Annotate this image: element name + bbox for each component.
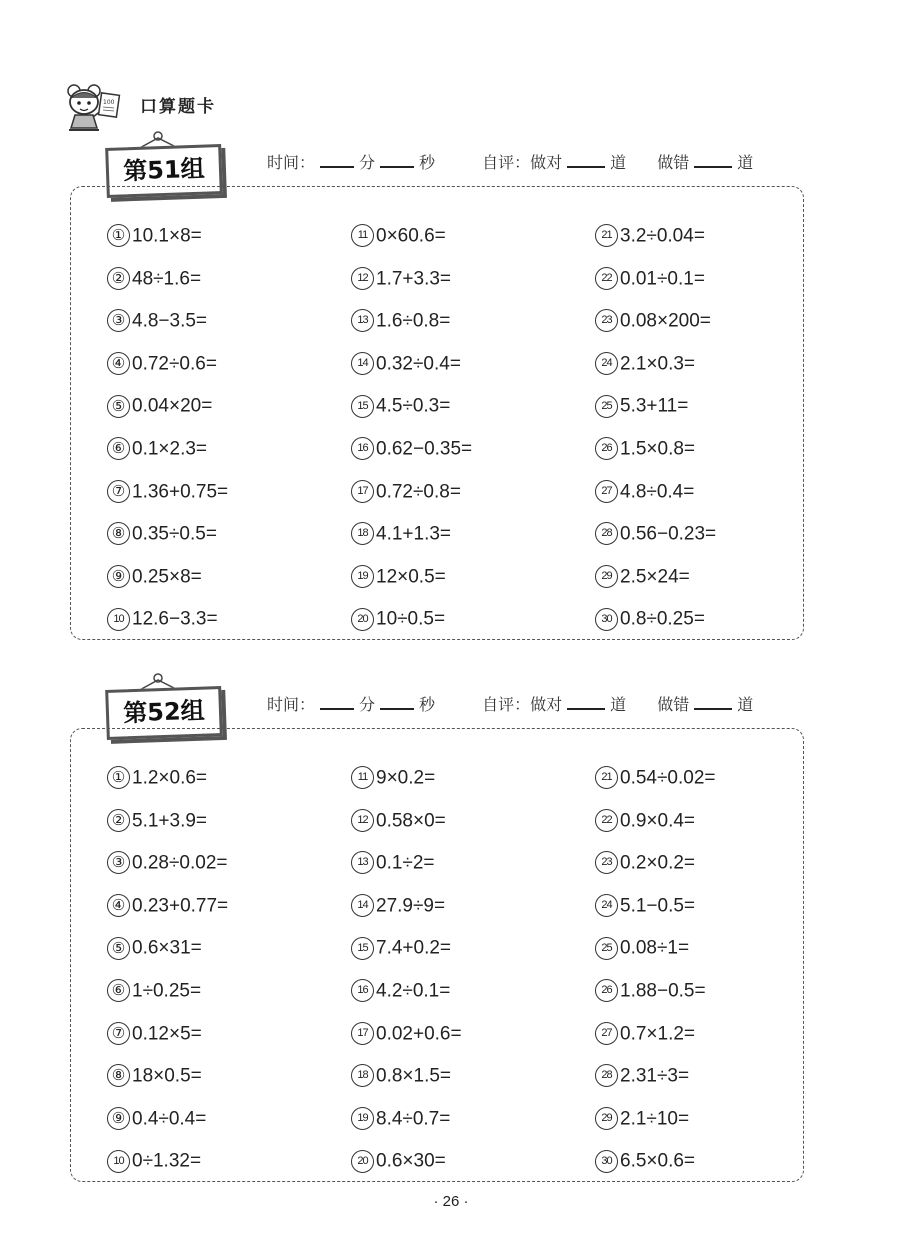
timing-and-self-eval bbox=[267, 692, 753, 715]
problem-item bbox=[107, 308, 228, 351]
problem-item bbox=[595, 308, 716, 351]
problem-number: ⑦ bbox=[107, 1022, 130, 1045]
page-header bbox=[60, 82, 260, 132]
problem-number: 23 bbox=[595, 851, 618, 874]
group-title: 第51组 bbox=[122, 154, 206, 186]
problem-number: ④ bbox=[107, 352, 130, 375]
problem-item bbox=[351, 564, 472, 607]
problem-expression: 0×60.6= bbox=[376, 225, 446, 247]
problem-item bbox=[351, 393, 472, 436]
problem-column bbox=[595, 223, 716, 649]
problem-number: ⑧ bbox=[107, 1064, 130, 1087]
problem-number: 28 bbox=[595, 1064, 618, 1087]
second-label: 秒 bbox=[419, 695, 436, 714]
problem-item bbox=[107, 223, 228, 266]
problem-expression: 0.6×31= bbox=[132, 937, 202, 959]
problem-expression: 0.12×5= bbox=[132, 1022, 202, 1044]
problem-expression: 4.8−3.5= bbox=[132, 310, 208, 332]
problem-item bbox=[595, 1063, 715, 1106]
problem-expression: 1.88−0.5= bbox=[620, 980, 706, 1002]
problem-expression: 0.1÷2= bbox=[376, 852, 435, 874]
problem-item bbox=[351, 893, 462, 936]
problem-number: 23 bbox=[595, 309, 618, 332]
problem-expression: 8.4÷0.7= bbox=[376, 1108, 451, 1130]
problem-item bbox=[351, 479, 472, 522]
problem-number: 22 bbox=[595, 267, 618, 290]
problem-number: 13 bbox=[351, 851, 374, 874]
problem-expression: 0.32÷0.4= bbox=[376, 353, 461, 375]
problem-item bbox=[351, 1063, 462, 1106]
problem-expression: 0.23+0.77= bbox=[132, 895, 229, 917]
problem-number: 10 bbox=[107, 1150, 130, 1173]
problem-column bbox=[107, 223, 228, 649]
problem-item bbox=[107, 935, 228, 978]
problem-number: 12 bbox=[351, 809, 374, 832]
problem-item bbox=[595, 935, 715, 978]
problem-box bbox=[70, 728, 804, 1182]
problem-item bbox=[595, 808, 715, 851]
problem-number: 19 bbox=[351, 565, 374, 588]
page-number: · 26 · bbox=[433, 1193, 469, 1210]
problem-item bbox=[351, 1148, 462, 1191]
problem-expression: 4.5÷0.3= bbox=[376, 395, 451, 417]
problem-number: 14 bbox=[351, 352, 374, 375]
problem-item bbox=[595, 1106, 715, 1149]
problem-expression: 0.54÷0.02= bbox=[620, 767, 716, 789]
problem-expression: 1.6÷0.8= bbox=[376, 310, 451, 332]
self-eval-correct-label: 自评：做对 bbox=[482, 153, 563, 172]
problem-number: 26 bbox=[595, 437, 618, 460]
problem-expression: 0.56−0.23= bbox=[620, 523, 717, 545]
problem-expression: 0.28÷0.02= bbox=[132, 852, 228, 874]
problem-item bbox=[107, 436, 228, 479]
problem-expression: 4.2÷0.1= bbox=[376, 980, 451, 1002]
problem-expression: 1.7+3.3= bbox=[376, 267, 452, 289]
problem-item bbox=[595, 521, 716, 564]
problem-expression: 0.58×0= bbox=[376, 809, 446, 831]
second-blank[interactable] bbox=[380, 694, 414, 710]
timing-and-self-eval bbox=[267, 150, 753, 173]
problem-item bbox=[351, 521, 472, 564]
problem-expression: 0.1×2.3= bbox=[132, 438, 208, 460]
problem-column bbox=[351, 765, 462, 1191]
problem-expression: 5.1−0.5= bbox=[620, 895, 696, 917]
problem-number: 30 bbox=[595, 1150, 618, 1173]
problem-item bbox=[351, 606, 472, 649]
problem-item bbox=[351, 808, 462, 851]
problem-expression: 0.62−0.35= bbox=[376, 438, 473, 460]
problem-expression: 5.3+11= bbox=[620, 395, 689, 417]
problem-number: 22 bbox=[595, 809, 618, 832]
problem-item bbox=[351, 978, 462, 1021]
problem-item bbox=[595, 1148, 715, 1191]
problem-item bbox=[107, 521, 228, 564]
time-label: 时间： bbox=[267, 695, 316, 714]
problem-number: 11 bbox=[351, 224, 374, 247]
problem-expression: 0.25×8= bbox=[132, 566, 202, 588]
problem-item bbox=[351, 850, 462, 893]
svg-text:100: 100 bbox=[103, 99, 115, 106]
problem-item bbox=[107, 266, 228, 309]
problem-expression: 0.02+0.6= bbox=[376, 1022, 462, 1044]
problem-number: ⑤ bbox=[107, 395, 130, 418]
problem-number: 15 bbox=[351, 937, 374, 960]
problem-item bbox=[107, 808, 228, 851]
problem-item bbox=[107, 1021, 228, 1064]
problem-number: 12 bbox=[351, 267, 374, 290]
problem-number: ⑥ bbox=[107, 979, 130, 1002]
problem-expression: 1.5×0.8= bbox=[620, 438, 696, 460]
problem-expression: 2.1÷10= bbox=[620, 1108, 690, 1130]
problem-expression: 7.4+0.2= bbox=[376, 937, 452, 959]
time-label: 时间： bbox=[267, 153, 316, 172]
problem-expression: 0.2×0.2= bbox=[620, 852, 696, 874]
problem-item bbox=[351, 436, 472, 479]
problem-item bbox=[595, 223, 716, 266]
problem-expression: 27.9÷9= bbox=[376, 895, 446, 917]
problem-expression: 0.6×30= bbox=[376, 1150, 446, 1172]
correct-count-blank[interactable] bbox=[567, 152, 605, 168]
problem-expression: 0.8×1.5= bbox=[376, 1065, 452, 1087]
problem-expression: 10.1×8= bbox=[132, 225, 202, 247]
dao-label: 道 bbox=[610, 695, 627, 714]
wrong-count-blank[interactable] bbox=[694, 152, 732, 168]
minute-blank[interactable] bbox=[320, 694, 354, 710]
problem-number: 29 bbox=[595, 1107, 618, 1130]
problem-number: 28 bbox=[595, 522, 618, 545]
problem-number: 17 bbox=[351, 480, 374, 503]
minute-blank[interactable] bbox=[320, 152, 354, 168]
dao-label: 道 bbox=[737, 695, 754, 714]
correct-count-blank[interactable] bbox=[567, 694, 605, 710]
problem-item bbox=[595, 393, 716, 436]
problem-item bbox=[107, 850, 228, 893]
problem-expression: 12.6−3.3= bbox=[132, 608, 218, 630]
problem-number: 26 bbox=[595, 979, 618, 1002]
problem-item bbox=[595, 266, 716, 309]
problem-expression: 2.31÷3= bbox=[620, 1065, 690, 1087]
group-sign bbox=[106, 672, 228, 732]
problem-expression: 0.08×200= bbox=[620, 310, 711, 332]
second-label: 秒 bbox=[419, 153, 436, 172]
problem-expression: 4.8÷0.4= bbox=[620, 480, 695, 502]
problem-item bbox=[107, 1063, 228, 1106]
problem-number: ① bbox=[107, 766, 130, 789]
problem-number: 13 bbox=[351, 309, 374, 332]
problem-item bbox=[107, 765, 228, 808]
problem-number: ④ bbox=[107, 894, 130, 917]
problem-number: ⑤ bbox=[107, 937, 130, 960]
problem-item bbox=[351, 1021, 462, 1064]
problem-column bbox=[351, 223, 472, 649]
problem-expression: 5.1+3.9= bbox=[132, 809, 208, 831]
problem-expression: 48÷1.6= bbox=[132, 267, 202, 289]
problem-expression: 0.35÷0.5= bbox=[132, 523, 217, 545]
problem-expression: 6.5×0.6= bbox=[620, 1150, 696, 1172]
second-blank[interactable] bbox=[380, 152, 414, 168]
problem-item bbox=[595, 978, 715, 1021]
problem-item bbox=[107, 351, 228, 394]
problem-item bbox=[107, 1106, 228, 1149]
problem-expression: 0.04×20= bbox=[132, 395, 213, 417]
problem-item bbox=[595, 893, 715, 936]
wrong-label: 做错 bbox=[657, 153, 690, 172]
problem-box bbox=[70, 186, 804, 640]
problem-number: 27 bbox=[595, 1022, 618, 1045]
problem-number: ⑥ bbox=[107, 437, 130, 460]
problem-number: 15 bbox=[351, 395, 374, 418]
problem-expression: 12×0.5= bbox=[376, 566, 446, 588]
problem-expression: 0.8÷0.25= bbox=[620, 608, 705, 630]
wrong-label: 做错 bbox=[657, 695, 690, 714]
problem-number: 24 bbox=[595, 352, 618, 375]
problem-expression: 1.36+0.75= bbox=[132, 480, 229, 502]
group-sign bbox=[106, 130, 228, 190]
problem-expression: 2.5×24= bbox=[620, 566, 690, 588]
problem-number: 17 bbox=[351, 1022, 374, 1045]
problem-number: 16 bbox=[351, 979, 374, 1002]
dao-label: 道 bbox=[737, 153, 754, 172]
problem-number: 18 bbox=[351, 1064, 374, 1087]
problem-expression: 9×0.2= bbox=[376, 767, 436, 789]
problem-item bbox=[595, 436, 716, 479]
minute-label: 分 bbox=[359, 695, 376, 714]
problem-number: 20 bbox=[351, 1150, 374, 1173]
problem-item bbox=[351, 1106, 462, 1149]
problem-number: ③ bbox=[107, 851, 130, 874]
problem-number: 10 bbox=[107, 608, 130, 631]
problem-item bbox=[595, 606, 716, 649]
problem-item bbox=[595, 564, 716, 607]
problem-item bbox=[351, 935, 462, 978]
problem-expression: 4.1+1.3= bbox=[376, 523, 452, 545]
problem-number: ⑦ bbox=[107, 480, 130, 503]
problem-number: ⑨ bbox=[107, 1107, 130, 1130]
problem-expression: 2.1×0.3= bbox=[620, 353, 696, 375]
problem-item bbox=[107, 564, 228, 607]
problem-number: ② bbox=[107, 809, 130, 832]
problem-item bbox=[595, 351, 716, 394]
problem-item bbox=[351, 765, 462, 808]
group-title: 第52组 bbox=[122, 696, 206, 728]
problem-item bbox=[595, 1021, 715, 1064]
problem-item bbox=[107, 393, 228, 436]
problem-item bbox=[107, 893, 228, 936]
problem-number: 29 bbox=[595, 565, 618, 588]
girl-with-scorecard-icon bbox=[60, 82, 122, 132]
problem-item bbox=[107, 606, 228, 649]
problem-item bbox=[595, 765, 715, 808]
problem-expression: 10÷0.5= bbox=[376, 608, 446, 630]
problem-expression: 0.01÷0.1= bbox=[620, 267, 705, 289]
problem-number: 25 bbox=[595, 937, 618, 960]
problem-number: 21 bbox=[595, 766, 618, 789]
minute-label: 分 bbox=[359, 153, 376, 172]
problem-number: 25 bbox=[595, 395, 618, 418]
wrong-count-blank[interactable] bbox=[694, 694, 732, 710]
dao-label: 道 bbox=[610, 153, 627, 172]
problem-number: 18 bbox=[351, 522, 374, 545]
problem-number: 19 bbox=[351, 1107, 374, 1130]
problem-number: ⑨ bbox=[107, 565, 130, 588]
problem-expression: 0.4÷0.4= bbox=[132, 1108, 207, 1130]
problem-expression: 0.72÷0.8= bbox=[376, 480, 461, 502]
problem-expression: 0.7×1.2= bbox=[620, 1022, 696, 1044]
problem-number: 20 bbox=[351, 608, 374, 631]
problem-number: ③ bbox=[107, 309, 130, 332]
problem-expression: 18×0.5= bbox=[132, 1065, 202, 1087]
problem-item bbox=[351, 223, 472, 266]
problem-number: 16 bbox=[351, 437, 374, 460]
problem-item bbox=[351, 266, 472, 309]
problem-item bbox=[351, 308, 472, 351]
problem-expression: 0.9×0.4= bbox=[620, 809, 696, 831]
problem-number: 21 bbox=[595, 224, 618, 247]
problem-expression: 0.72÷0.6= bbox=[132, 353, 217, 375]
problem-number: 30 bbox=[595, 608, 618, 631]
problem-number: 27 bbox=[595, 480, 618, 503]
problem-number: 11 bbox=[351, 766, 374, 789]
header-title: 口算题卡 bbox=[140, 97, 216, 117]
problem-item bbox=[107, 1148, 228, 1191]
problem-number: ⑧ bbox=[107, 522, 130, 545]
problem-item bbox=[351, 351, 472, 394]
problem-expression: 0.08÷1= bbox=[620, 937, 690, 959]
problem-expression: 1÷0.25= bbox=[132, 980, 202, 1002]
problem-expression: 1.2×0.6= bbox=[132, 767, 208, 789]
self-eval-correct-label: 自评：做对 bbox=[482, 695, 563, 714]
problem-column bbox=[595, 765, 715, 1191]
problem-item bbox=[107, 479, 228, 522]
problem-number: ① bbox=[107, 224, 130, 247]
problem-item bbox=[595, 479, 716, 522]
problem-expression: 3.2÷0.04= bbox=[620, 225, 705, 247]
problem-item bbox=[595, 850, 715, 893]
problem-column bbox=[107, 765, 228, 1191]
problem-number: 14 bbox=[351, 894, 374, 917]
problem-expression: 0÷1.32= bbox=[132, 1150, 202, 1172]
problem-number: 24 bbox=[595, 894, 618, 917]
problem-number: ② bbox=[107, 267, 130, 290]
problem-item bbox=[107, 978, 228, 1021]
